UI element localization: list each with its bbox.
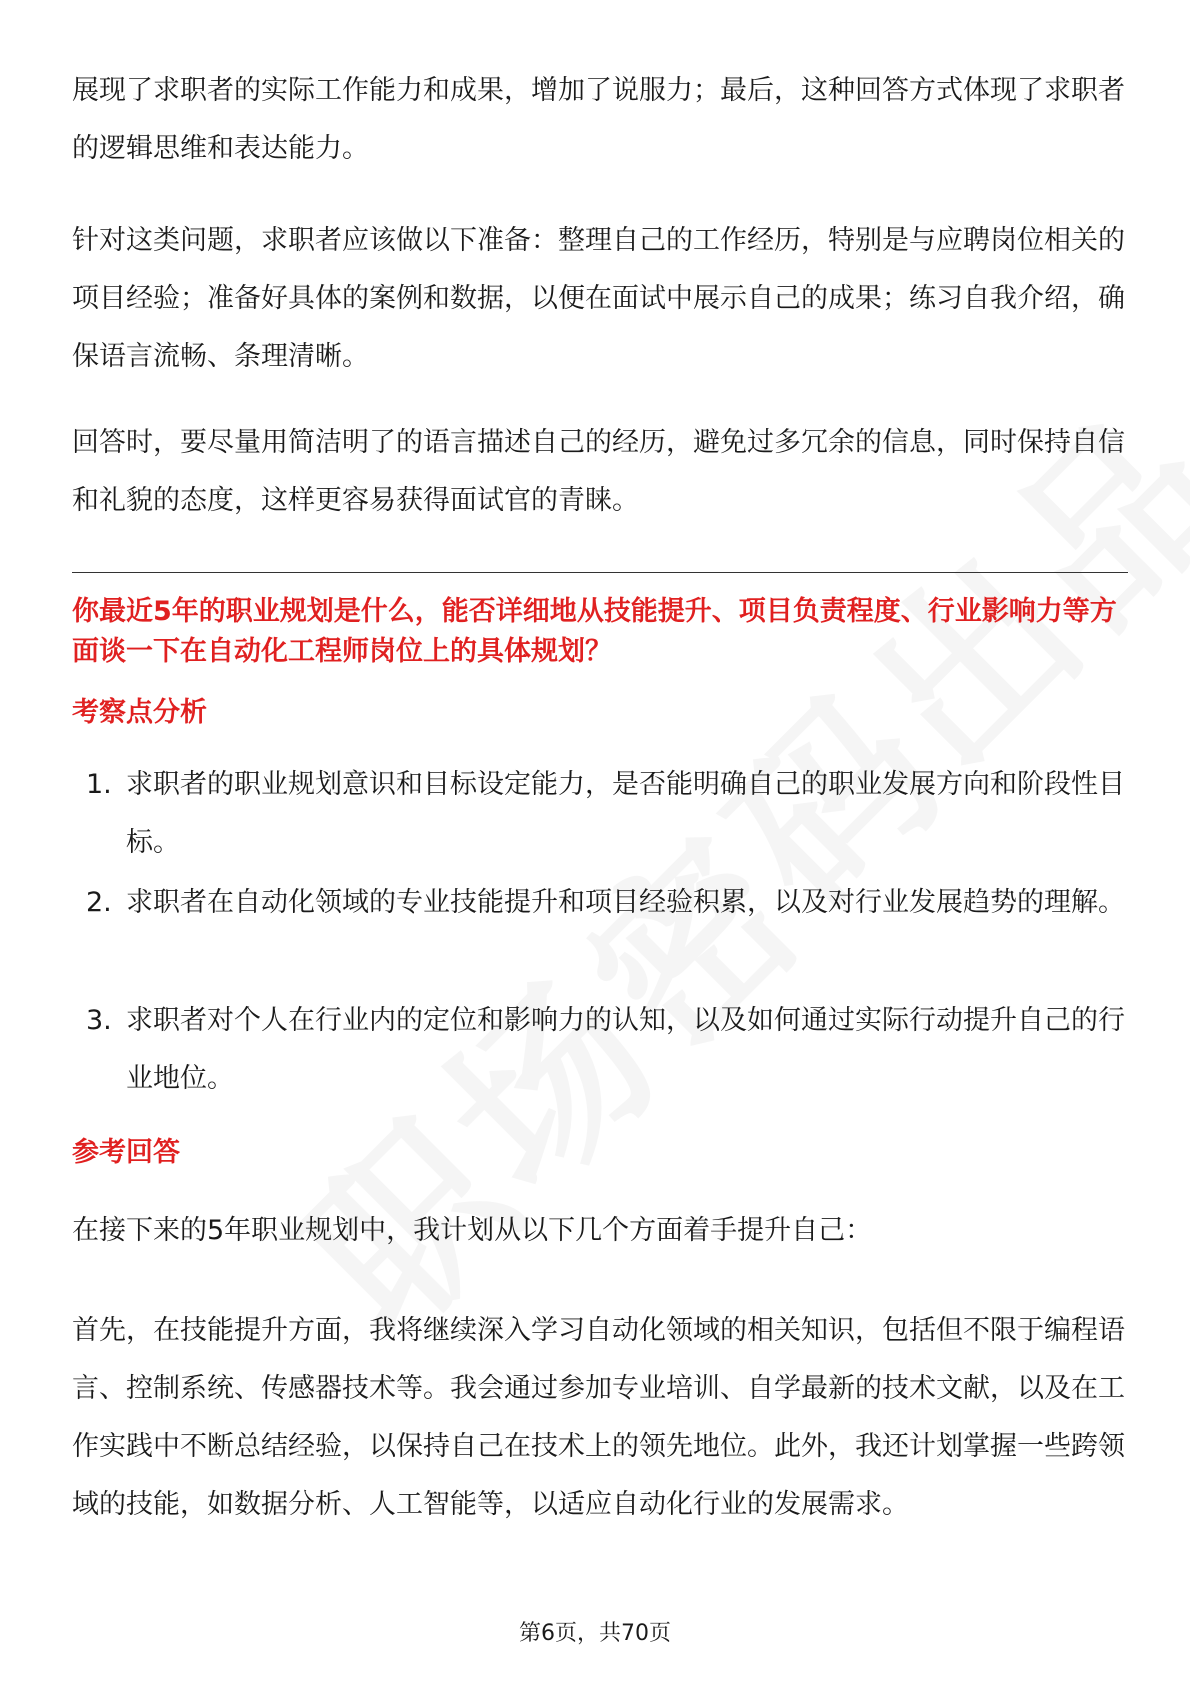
paragraph: 针对这类问题，求职者应该做以下准备：整理自己的工作经历，特别是与应聘岗位相关的项目经验；准备好具体的案例和数据，以便在面试中展示自己的成果；练习自我介绍，确保语言流畅、条理清晰。 [72, 225, 1125, 372]
list-item [72, 992, 1128, 1108]
list-number: 2. [86, 887, 112, 918]
analysis-list [72, 874, 1128, 932]
answer-paragraph: 首先，在技能提升方面，我将继续深入学习自动化领域的相关知识，包括但不限于编程语言、控制系统、传感器技术等。我会通过参加专业培训、自学最新的技术文献，以及在工作实践中不断总结经验，以保持自己在技术上的领先地位。此外，我还计划掌握一些跨领域的技能，如数据分析、人工智能等，以适应自动化行业的发展需求。 [72, 1315, 1125, 1520]
list-item [72, 756, 1128, 872]
page-number: 第6页，共70页 [519, 1621, 671, 1646]
list-number: 3. [86, 1005, 112, 1036]
paragraph: 展现了求职者的实际工作能力和成果，增加了说服力；最后，这种回答方式体现了求职者的逻辑思维和表达能力。 [72, 75, 1125, 164]
list-number: 1. [86, 769, 112, 800]
analysis-title: 考察点分析 [72, 697, 207, 728]
list-item [72, 874, 1128, 932]
list-item-text: 求职者的职业规划意识和目标设定能力，是否能明确自己的职业发展方向和阶段性目标。 [126, 769, 1125, 858]
section-divider [72, 572, 1128, 573]
list-item-text: 求职者对个人在行业内的定位和影响力的认知，以及如何通过实际行动提升自己的行业地位。 [126, 1005, 1125, 1094]
answer-paragraph: 在接下来的5年职业规划中，我计划从以下几个方面着手提升自己： [72, 1215, 873, 1246]
analysis-list [72, 992, 1128, 1108]
list-item-text: 求职者在自动化领域的专业技能提升和项目经验积累，以及对行业发展趋势的理解。 [126, 887, 1125, 918]
analysis-list [72, 756, 1128, 872]
question-heading: 你最近5年的职业规划是什么，能否详细地从技能提升、项目负责程度、行业影响力等方面谈一下在自动化工程师岗位上的具体规划？ [72, 596, 1117, 667]
answer-title: 参考回答 [72, 1137, 180, 1168]
paragraph: 回答时，要尽量用简洁明了的语言描述自己的经历，避免过多冗余的信息，同时保持自信和礼貌的态度，这样更容易获得面试官的青睐。 [72, 427, 1125, 516]
